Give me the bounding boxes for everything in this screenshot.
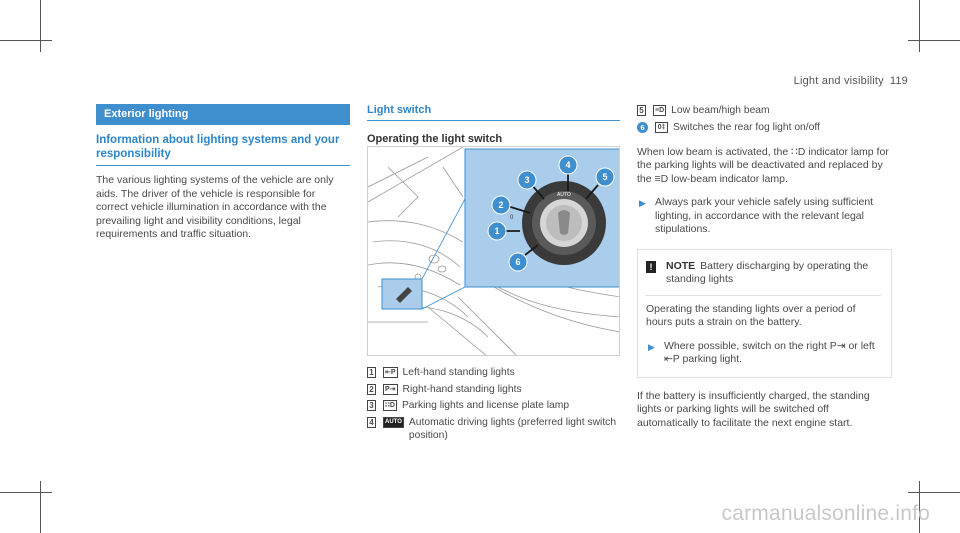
standing-light-left-icon: ⇤P <box>385 369 396 376</box>
paragraph: The various lighting systems of the vehicle are only aids. The driver of the vehicle is responsible for correct vehicle illumination in accordance with the prevailing light and visibility conditions, legal requirements and traffic situation. <box>96 174 334 240</box>
dashboard-illustration <box>368 147 620 356</box>
crop-mark <box>908 492 960 493</box>
paragraph: When low beam is activated, the ∷D indicator lamp for the parking lights will be deactivated and replaced by the ≡D low-beam indicator lamp. <box>637 145 889 185</box>
callout-1-label: 1 <box>494 226 500 236</box>
switch-off-label: 0 <box>510 215 514 221</box>
warning-icon: ! <box>646 261 656 273</box>
column-exterior-lighting <box>96 104 350 242</box>
legend-item <box>367 416 620 442</box>
rear-fog-light-icon: 0‡ <box>655 122 668 133</box>
callout-4-label: 4 <box>565 160 571 170</box>
column-right <box>637 104 892 430</box>
legend-list <box>367 366 620 445</box>
instruction-text: Where possible, switch on the right P⇥ or left ⇤P parking light. <box>664 339 875 365</box>
legend-item <box>367 399 620 412</box>
legend-text: Right-hand standing lights <box>402 383 522 395</box>
crop-mark <box>0 492 52 493</box>
legend-item <box>367 383 620 396</box>
running-header <box>794 75 908 87</box>
crop-mark <box>0 40 52 41</box>
paragraph: If the battery is insufficiently charged, the standing lights or parking lights will be switched off automatically to facilitate the next engine start. <box>637 389 870 429</box>
legend-number: 4 <box>367 417 376 428</box>
callout-5-label: 5 <box>602 172 608 182</box>
instruction-text: Always park your vehicle safely using sufficient lighting, in accordance with the relevant legal stipulations. <box>655 196 874 235</box>
auto-light-icon: AUTO <box>383 417 404 428</box>
standing-light-right-icon: P⇥ <box>385 385 396 393</box>
legend-number: 3 <box>367 400 376 411</box>
light-switch-figure <box>367 146 620 356</box>
watermark: carmanualsonline.info <box>721 502 930 525</box>
crop-mark <box>40 481 41 533</box>
page-number: 119 <box>889 75 908 87</box>
instruction-item <box>646 340 881 367</box>
column-light-switch <box>367 104 620 441</box>
note-header <box>646 260 881 287</box>
legend-text: Switches the rear fog light on/off <box>673 121 820 133</box>
low-beam-icon: ≡D <box>655 107 665 114</box>
switch-inset <box>465 149 620 287</box>
section-subtitle: Operating the light switch <box>367 133 503 145</box>
callout-6-label: 6 <box>515 257 521 267</box>
header-section: Light and visibility <box>793 75 884 87</box>
small-switch-inset <box>382 279 422 309</box>
crop-mark <box>40 0 41 52</box>
subheading: Information about lighting systems and your responsibility <box>96 133 350 166</box>
crop-mark <box>908 40 960 41</box>
note-body <box>646 295 881 367</box>
legend-item <box>367 366 620 379</box>
instruction-item <box>637 196 892 237</box>
legend-text: Parking lights and license plate lamp <box>401 400 570 411</box>
legend-number: 1 <box>367 367 376 378</box>
legend-text: Left-hand standing lights <box>402 367 515 378</box>
switch-auto-label: AUTO <box>557 192 571 198</box>
arrow-icon: ▶ <box>648 341 655 352</box>
legend-text: Low beam/high beam <box>671 105 770 116</box>
callout-2-label: 2 <box>498 200 504 210</box>
legend-number: 5 <box>637 105 646 116</box>
legend-number: 2 <box>367 384 376 395</box>
note-label: NOTE <box>666 259 696 272</box>
note-title: Battery discharging by operating the standing lights <box>666 259 869 285</box>
legend-item <box>637 121 892 134</box>
parking-light-icon: ∷D <box>385 402 395 409</box>
note-text: Operating the standing lights over a period of hours puts a strain on the battery. <box>646 302 856 328</box>
legend-item <box>637 104 892 117</box>
section-title: Light switch <box>367 104 620 121</box>
callout-3-label: 3 <box>524 175 530 185</box>
legend-number: 6 <box>637 122 648 133</box>
legend-text: Automatic driving lights (preferred light switch position) <box>408 416 617 441</box>
section-bar: Exterior lighting <box>96 104 350 125</box>
crop-mark <box>919 0 920 52</box>
note-box <box>637 249 892 378</box>
arrow-icon: ▶ <box>639 198 646 208</box>
